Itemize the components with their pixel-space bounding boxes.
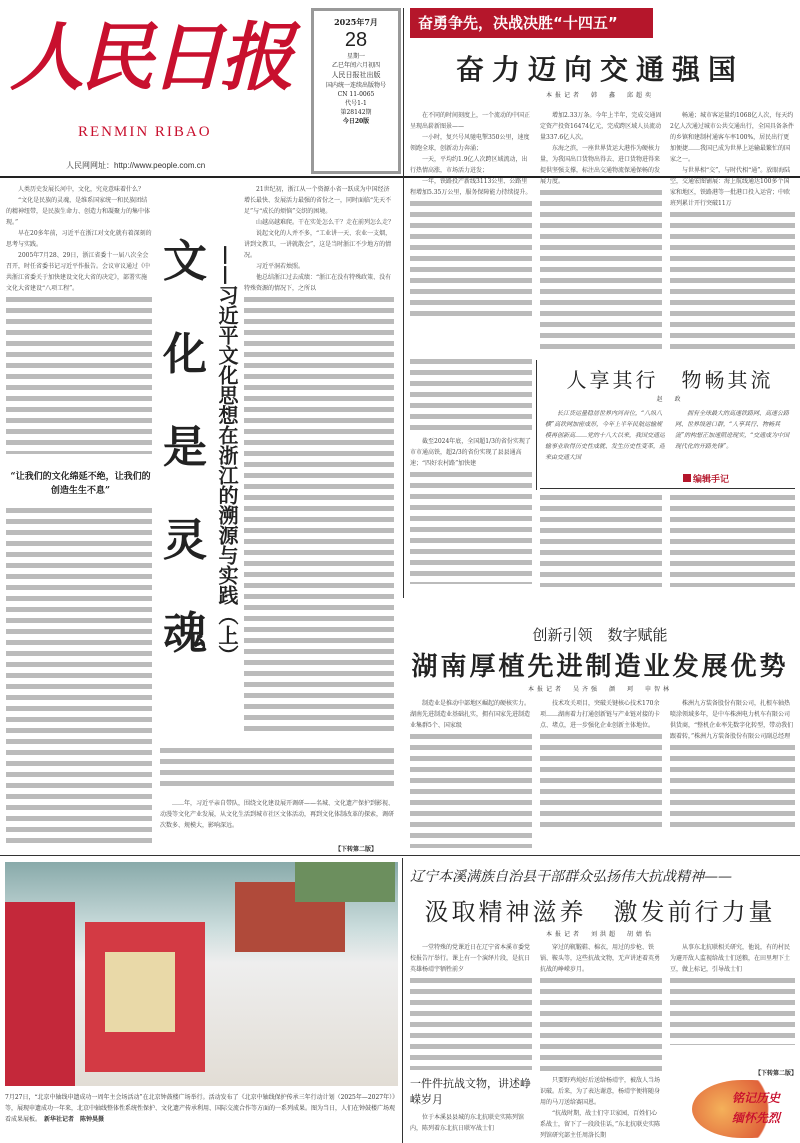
website-link[interactable]: 人民网网址：http://www.people.com.cn — [66, 161, 206, 170]
lead-col-2b — [540, 492, 662, 587]
liaoning-byline: 本报记者 刘洪超 胡婧怡 — [545, 931, 654, 938]
hunan-col-3: 株洲九方装备股份有限公司，扎根车轴热喷涂领域多年，是中车株洲电力机车有限公司供货商，“整机企业率先数字化转型，带动我们跟着转，”株洲九方装备股份有限公司副总经理 — [670, 698, 795, 848]
lead-col-3b — [670, 492, 795, 587]
liaoning-title[interactable]: 汲取精神滋养 激发前行力量 — [424, 898, 776, 926]
culture-title[interactable]: 文 化 是 灵 魂 — [163, 236, 207, 659]
lead-title[interactable]: 奋力迈向交通强国 — [455, 53, 744, 86]
page-count: 今日20版 — [342, 117, 370, 125]
lead-col-1: 在不同的时间刻度上，一个流动的中国正呈现出崭新图景—— 一小时，复兴号风驰电掣350公里，速度领跑全球，创新动力奔涌； 一天，平均约1.9亿人次跨区域流动，出行热情高涨，市场活力迸发； 一年，铁路投产新线3113公里、公路里程增加5.35万公里，服务保障能力持续提升。 — [410, 110, 532, 354]
year-month: 2025年7月 — [334, 17, 378, 27]
culture-quote-heading: “让我们的文化绵延不绝，让我们的创造生生不息” — [10, 472, 151, 496]
editor-note-label: 编辑手记 — [683, 472, 729, 485]
culture-continued[interactable]: 【下转第二版】 — [335, 846, 378, 853]
news-photo — [5, 862, 398, 1086]
masthead-logo-en: RENMIN RIBAO — [78, 124, 212, 140]
issue: 第28142期 — [340, 108, 372, 116]
section-divider — [540, 488, 795, 489]
lead-kicker: 奋勇争先，决战决胜“十四五” — [410, 8, 653, 38]
hunan-title[interactable]: 湖南厚植先进制造业发展优势 — [411, 652, 789, 682]
hunan-byline: 本报记者 吴齐强 颜 珂 申智林 — [527, 686, 672, 693]
remembrance-badge: 铭记历史 缅怀先烈 — [692, 1080, 792, 1138]
culture-col-bottom — [160, 745, 394, 795]
date-box — [311, 8, 401, 174]
lunar-date: 乙巳年闰六月初四 — [331, 62, 380, 69]
photo-caption: 7月27日，“北京中轴线申遗成功一周年主会场活动”在北京钟鼓楼广场举行。活动发布了《北京中轴线保护传承三年行动计划（2025年—2027年）》等，展现申遗成功一年来，北京中轴线整体性系统性保护、文化遗产传承利用、国际交流合作等方面的一系列成果。图为当日，人们在钟鼓楼广场观看成果展板。 新华社记者 陈钟昊摄 — [5, 1094, 396, 1123]
lead-col-2: 增加2.33万条。今年上半年，完成交通固定资产投资16474亿元，完成跨区域人员流动量337.6亿人次。 东海之滨，一座世界货运大港作为硬核力量，为我国出口货物出得去、进口货物进得来提供坚强支撑，标注出交通物流保通保畅的发展力度。 — [540, 110, 662, 354]
code: 代号1-1 — [345, 99, 367, 107]
liaoning-col-1b: 位于本溪县县城的东北抗联史实陈列馆内，陈列着东北抗日联军战士们 — [410, 1114, 525, 1132]
publisher: 人民日报社出版 — [331, 71, 381, 79]
liaoning-continued[interactable]: 【下转第二版】 — [755, 1070, 798, 1077]
hunan-col-1: 制造业是推动中部地区崛起的硬核实力。湖南先进制造业基础扎实，拥有国家先进制造业集群5个、国家级 — [410, 698, 532, 848]
lead-col-1b: 截至2024年底，全国超1/3的省份实现了市市通高铁，超2/3的省份实现了县县通高速；“四好农村路”加快建 — [410, 356, 532, 584]
cn-number: CN 11-0065 — [337, 90, 375, 98]
commentary-title[interactable]: 人享其行 物畅其流 — [566, 368, 774, 392]
day: 28 — [344, 29, 368, 51]
liaoning-col-1: 一堂特殊的党课近日在辽宁省本溪市委党校报告厅举行。课上有一个演绎片段，是抗日英雄杨靖宇牺牲前夕 — [410, 942, 532, 1072]
liaoning-col-3: 从事东北抗联相关研究，他说，有的村民为避开敌人监视给战士们送粮，在田里埋下土豆，做上标记，引导战士们 — [670, 942, 795, 1067]
liaoning-kicker: 辽宁本溪满族自治县干部群众弘扬伟大抗战精神—— — [410, 869, 732, 885]
section-divider — [0, 855, 800, 856]
liaoning-col-2: 穿过的靰鞡鞋、棉衣，用过的步枪、铁锅、鞍头等，这些抗战文物，无声讲述着英勇抗战的峥嵘岁月。 只要野鸡炖好后送给杨靖宇，被敌人当场识破。后来，为了表达谢意，杨靖宇便将随身用的马刀送给赛国恩。 “抗战时期，战士们守卫家园，百姓们心系战士，留下了一段段佳话，”东北抗联史实陈列馆研究部主任周洛长期 — [540, 944, 661, 1139]
hunan-kicker: 创新引领 数字赋能 — [532, 626, 668, 644]
commentary-col-2: 拥有全球最大的高速铁路网、高速公路网、世界级港口群，“人享其行、物畅其流”的构想正加速照进现实，“交通成为中国现代化的开路先锋”。 — [675, 410, 790, 450]
culture-col-end: ……年，习近平亲自带队，围绕文化建设展开调研——名城、文化遗产保护到影视、动漫等文化产业发展，从文化生活到城市社区文体活动，再到文化体制改革的探索，调研次数多、规模大，影响深远。 — [160, 800, 394, 829]
culture-col-1b — [6, 505, 152, 845]
issn-label: 国内统一连续出版物号 — [325, 81, 386, 89]
culture-col-2: 21世纪初，浙江从一个资源小省一跃成为中国经济增长最快、发展活力最强的省份之一，同时面临“先天不足”与“成长的烦恼”交织的困境。 山越高越难爬。干在实处怎么干？走在前列怎么走？ 说起文化的人并不多，“工业讲一天、农业一支烟，讲到文教卫，一讲就散会”，这是当时浙江不少地方的情况。 习近平洞若烛照。 他总结浙江过去成绩：“浙江在没有特殊政策、没有特殊资源的情况下，之所以 — [244, 184, 394, 740]
hunan-col-2: 技术攻关项目，突破关键核心技术170余项……湖南着力打通创新链与产业链对接的卡点、堵点，进一步强化企业创新主体地位。 — [540, 698, 662, 848]
masthead-logo: 人民日报 — [10, 15, 290, 101]
commentary-col-1: 长江货运量稳居世界内河首位，“八纵八横”高铁网加密成形，今年上半年民航运输规模再创新高……党的十八大以来，我国交通运输事业取得历史性成就、发生历史性变革，迎来由交通大国 — [545, 410, 665, 461]
column-divider — [403, 8, 404, 598]
note-icon — [683, 474, 691, 482]
column-divider — [536, 360, 537, 490]
liaoning-subhead: 一件件抗战文物，讲述峥嵘岁月 — [410, 1077, 531, 1106]
lead-col-3: 畅通；城市客运量约1068亿人次，每天约2亿人次通过城市公共交通出行，全国具备条件的乡镇和建制村通客车率100%，居民出行更加便捷……我国已成为世界上运输最繁忙的国家之一。 与世界相“交”，与时代相“通”。放眼海陆空，交通宏图铺展：海上航线通达100多个国家和地区，铁路港等一批港口投入运营；中欧班列累计开行突破11万 — [670, 110, 795, 354]
culture-col-1: 人类历史发展长河中，文化，究竟意味着什么？ “文化是民族的灵魂，是维系国家统一和民族团结的精神纽带，是民族生命力、创造力和凝聚力的集中体现。” 早在20多年前，习近平在浙江对文化就有着深刻的思考与实践。 2005年7月28、29日，浙江省委十一届八次全会召开，时任省委书记习近平作报告。会议审议通过《中共浙江省委关于加快建设文化大省的决定》，部署实施文化大省建设“八项工程”。 — [6, 184, 152, 460]
commentary-author: 赵 政 — [656, 396, 684, 403]
lead-byline: 本报记者 韩 鑫 邱超奕 — [545, 92, 654, 99]
weekday: 星期一 — [346, 53, 365, 60]
photo-credit: 新华社记者 陈钟昊摄 — [44, 1116, 105, 1123]
culture-subtitle: ——习近平文化思想在浙江的溯源与实践（上） — [215, 245, 239, 665]
